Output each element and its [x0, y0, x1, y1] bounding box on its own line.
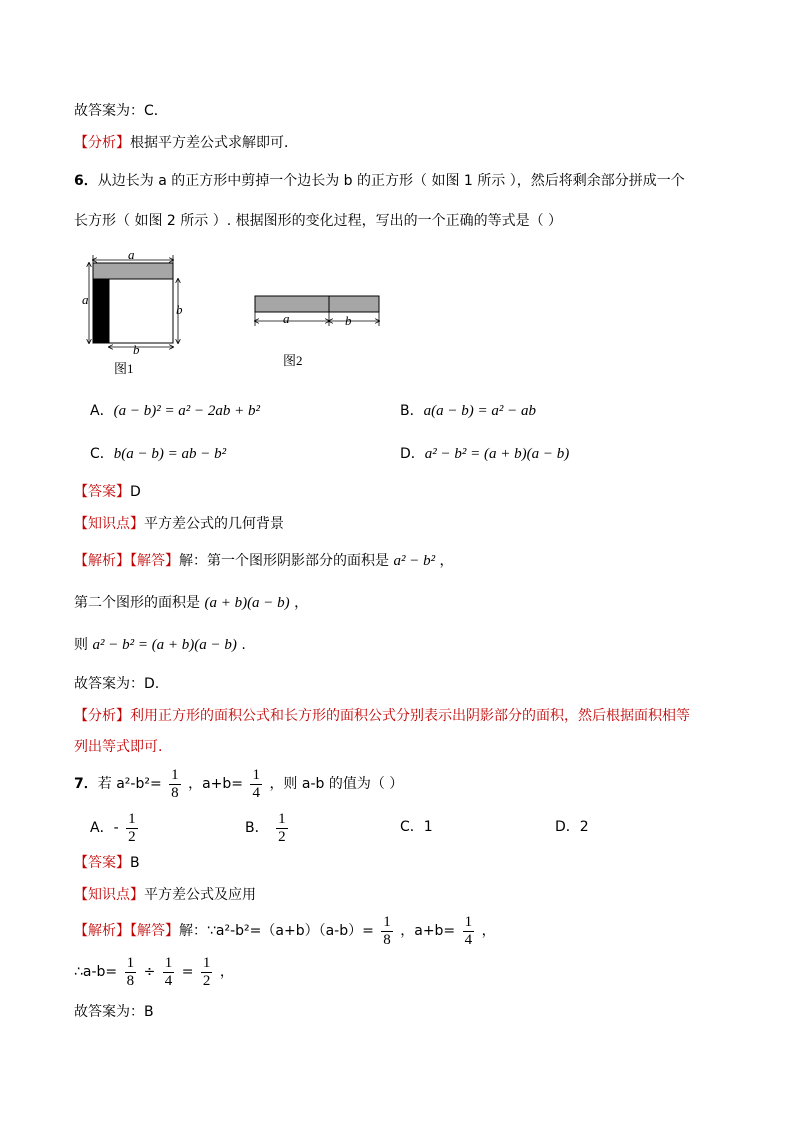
- prev-analysis: [74, 133, 298, 153]
- q6-answer-line: 故答案为：D.: [74, 676, 160, 692]
- q6-solution-line3: 则 a² − b² = (a + b)(a − b) .: [74, 637, 246, 653]
- q6-option-b: [400, 400, 536, 422]
- q6-stem-text1: 从边长为 a 的正方形中剪掉一个边长为 b 的正方形（ 如图 1 所示 ），然后将剩余部分拼成一个: [97, 173, 685, 189]
- fig2-caption: 图2: [283, 353, 303, 368]
- q6-option-c: [90, 443, 226, 465]
- q7-answer-line: 故答案为：B: [74, 1004, 154, 1020]
- divide-sign: ÷: [143, 964, 156, 980]
- fig2-label-a: a: [283, 311, 290, 326]
- solution-tag: 【解析】【解答】: [74, 923, 179, 939]
- q6-answer: [74, 482, 141, 502]
- q7-solution-line1: 【解析】【解答】解：∵a²-b²=（a+b）（a-b）= $\frac{1}{8}$ ，a+b= $\frac{1}{4}$ ，: [74, 913, 496, 948]
- fraction: $\frac{1}{4}$: [252, 766, 260, 801]
- fig1-left-label: a: [82, 292, 89, 307]
- fig1-top-label: a: [128, 247, 135, 262]
- knowledge-text: 平方差公式的几何背景: [144, 516, 284, 532]
- fig2-label-b: b: [345, 313, 352, 328]
- option-label: B．: [245, 820, 269, 836]
- q7-solution-line2: ∴a-b= $\frac{1}{8}$ ÷ $\frac{1}{4}$ = $\frac{1}{2}$ ，: [74, 954, 234, 989]
- fig1-bottom-label: b: [133, 342, 140, 357]
- answer-tag: 【答案】: [74, 855, 130, 871]
- solution-formula: a² − b² = (a + b)(a − b): [92, 637, 237, 653]
- solution-text: ∴a-b=: [74, 964, 118, 980]
- q7-option-b: [245, 808, 291, 848]
- fraction: $\frac{1}{2}$: [128, 810, 136, 845]
- q6-option-d: [400, 443, 569, 465]
- solution-formula: a² − b²: [393, 553, 436, 569]
- solution-text: 则: [74, 637, 88, 653]
- analysis-tag: 【分析】: [74, 708, 130, 724]
- solution-formula: (a + b)(a − b): [204, 595, 290, 611]
- option-label: B．: [400, 403, 424, 419]
- q7-option-d: D．2: [555, 819, 589, 835]
- q7-knowledge: [74, 885, 256, 905]
- q7-option-a: [90, 808, 141, 848]
- fraction: $\frac{1}{8}$: [126, 954, 135, 989]
- fraction: $\frac{1}{4}$: [464, 913, 473, 948]
- q7-option-c: C．1: [400, 819, 433, 835]
- solution-text: 解：第一个图形阴影部分的面积是: [179, 553, 389, 569]
- answer-value: B: [130, 855, 140, 871]
- q7-number: 7．: [74, 776, 98, 792]
- prev-answer-line: 故答案为：C．: [74, 103, 168, 119]
- analysis-text: 利用正方形的面积公式和长方形的面积公式分别表示出阴影部分的面积，然后根据面积相等: [130, 708, 690, 724]
- fig1-right-label: b: [176, 302, 183, 317]
- q7-answer: [74, 853, 140, 873]
- analysis-tag: 【分析】: [74, 135, 130, 151]
- fraction: $\frac{1}{8}$: [171, 766, 179, 801]
- answer-value: D: [130, 484, 141, 500]
- q6-analysis-line1: [74, 706, 690, 726]
- q7-stem: [74, 764, 403, 804]
- fraction: $\frac{1}{2}$: [278, 810, 286, 845]
- q6-stem-line2: 长方形（ 如图 2 所示 ）. 根据图形的变化过程，写出的一个正确的等式是（ ）: [74, 213, 563, 229]
- equals-sign: =: [181, 964, 194, 980]
- q6-solution-line2: 第二个图形的面积是 (a + b)(a − b) ，: [74, 595, 309, 611]
- fig1-caption: 图1: [114, 361, 134, 376]
- q6-knowledge: [74, 514, 284, 534]
- option-formula: a² − b² = (a + b)(a − b): [424, 446, 570, 462]
- option-label: A．: [90, 403, 114, 419]
- q7-stem-mid: ，a+b=: [188, 776, 244, 792]
- option-formula: b(a − b) = ab − b²: [113, 446, 227, 462]
- q7-stem-pre: 若 a²-b²=: [97, 776, 162, 792]
- option-label: D．: [400, 446, 425, 462]
- fraction: $\frac{1}{4}$: [164, 954, 173, 989]
- solution-tag: 【解析】【解答】: [74, 553, 179, 569]
- q7-stem-post: ，则 a-b 的值为（ ）: [269, 776, 404, 792]
- option-formula: (a − b)² = a² − 2ab + b²: [113, 403, 261, 419]
- fraction: $\frac{1}{2}$: [202, 954, 211, 989]
- solution-text: 解：∵a²-b²=（a+b）（a-b）=: [179, 923, 374, 939]
- q6-number: 6．: [74, 173, 98, 189]
- figure-2: [250, 290, 390, 335]
- analysis-text: 根据平方差公式求解即可．: [130, 135, 298, 151]
- knowledge-text: 平方差公式及应用: [144, 887, 256, 903]
- q6-option-a: [90, 400, 260, 422]
- option-formula: a(a − b) = a² − ab: [423, 403, 536, 419]
- solution-text: ，a+b=: [400, 923, 456, 939]
- fraction: $\frac{1}{8}$: [383, 913, 391, 948]
- q6-analysis-line2: 列出等式即可.: [74, 739, 163, 755]
- solution-text: 第二个图形的面积是: [74, 595, 200, 611]
- option-label: C．: [90, 446, 114, 462]
- knowledge-tag: 【知识点】: [74, 887, 144, 903]
- q6-solution-line1: 【解析】【解答】解：第一个图形阴影部分的面积是 a² − b² ，: [74, 553, 454, 569]
- q6-stem-line1: [74, 171, 685, 191]
- answer-tag: 【答案】: [74, 484, 130, 500]
- knowledge-tag: 【知识点】: [74, 516, 144, 532]
- option-label: A．-: [90, 820, 119, 836]
